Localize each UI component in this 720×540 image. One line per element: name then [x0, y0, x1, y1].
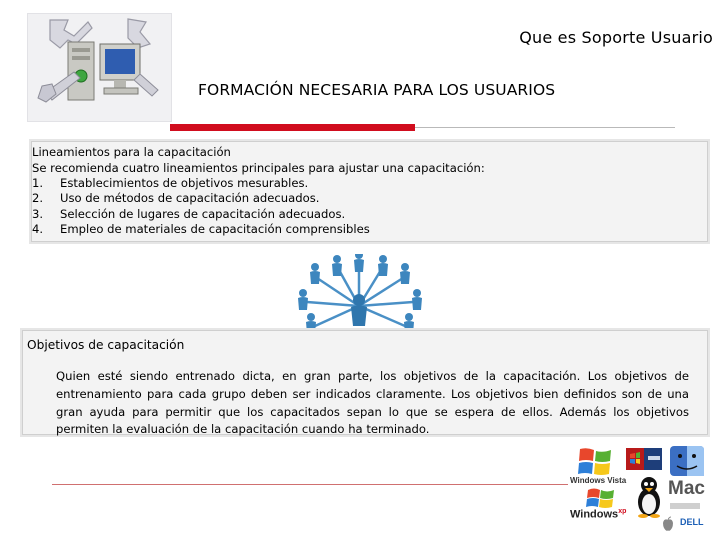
guidelines-box: [31, 141, 708, 242]
mac-label: Mac: [668, 478, 705, 499]
item-text: Selección de lugares de capacitación adecuados.: [60, 207, 346, 221]
item-text: Establecimientos de objetivos mesurables.: [60, 176, 309, 190]
objectives-paragraph: Quien esté siendo entrenado dicta, en gran parte, los objetivos de la capacitación. Los objetivos de entrenamiento para cada grupo deben ser indicados claramente. Los objetivos bien definidos son de una gran ayuda para permitir que los capacitados sepan lo que se espera de ellos. Además los objetivos permiten la evaluación de la capacitación cuando ha terminado.: [56, 369, 689, 437]
item-text: Empleo de materiales de capacitación comprensibles: [60, 222, 370, 236]
xp-label: [570, 508, 626, 521]
xp-label-suffix: xp: [618, 508, 627, 515]
mac-os-x-icon: [668, 501, 702, 511]
apple-logo-icon: [662, 516, 674, 532]
title-red-bar: [170, 124, 415, 131]
vista-label: Windows Vista: [570, 476, 627, 485]
item-number: 2.: [32, 191, 44, 205]
item-number: 4.: [32, 222, 44, 236]
footer-divider: [52, 484, 572, 485]
item-number: 1.: [32, 176, 44, 190]
computer-support-logo: [27, 13, 172, 122]
linux-tux-icon: [636, 476, 662, 518]
windows-vista-logo-icon: [574, 446, 616, 478]
mac-finder-icon: [668, 444, 706, 478]
section-title: FORMACIÓN NECESARIA PARA LOS USUARIOS: [198, 81, 556, 99]
os-logos-collage: [568, 442, 710, 537]
people-network-icon: [291, 254, 428, 340]
dell-label: DELL: [680, 517, 704, 527]
page-title: Que es Soporte Usuario: [519, 28, 713, 47]
xp-label-main: Windows: [570, 508, 619, 521]
windows-box-icon: [624, 446, 664, 472]
guidelines-heading: Lineamientos para la capacitación: [32, 145, 231, 159]
computer-wrench-icon: [28, 14, 171, 121]
title-divider: [415, 127, 675, 128]
objectives-box: [22, 330, 708, 435]
guidelines-intro: Se recomienda cuatro lineamientos principales para ajustar una capacitación:: [32, 161, 485, 175]
item-number: 3.: [32, 207, 44, 221]
objectives-heading: Objetivos de capacitación: [27, 338, 185, 352]
item-text: Uso de métodos de capacitación adecuados.: [60, 191, 320, 205]
people-network-illustration: [291, 254, 428, 340]
